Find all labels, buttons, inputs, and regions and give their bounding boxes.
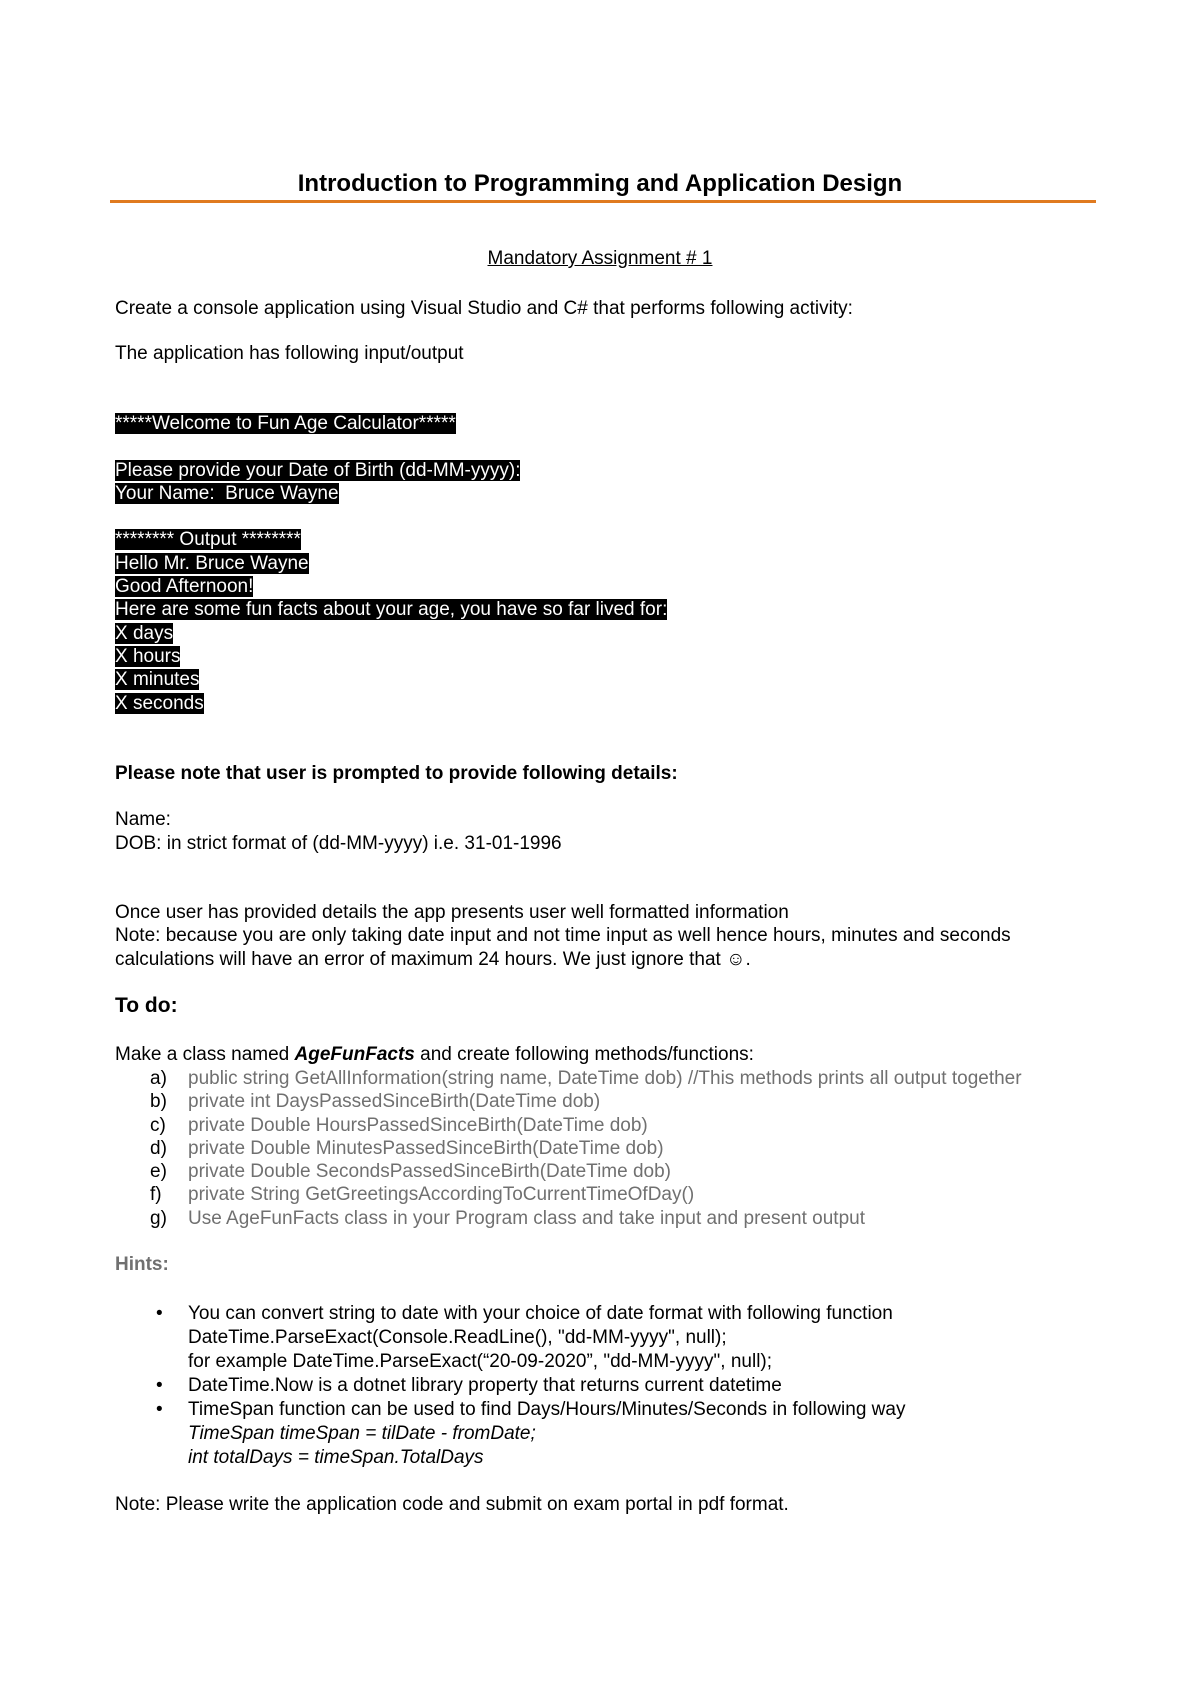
- list-item: c) private Double HoursPassedSinceBirth(DateTime dob): [150, 1114, 648, 1136]
- console-line: Your Name: Bruce Wayne: [115, 482, 339, 504]
- note-line-1: Note: because you are only taking date input and not time input as well hence hours, minutes and seconds: [115, 925, 1011, 946]
- hint-item: • DateTime.Now is a dotnet library property that returns current datetime: [150, 1374, 905, 1398]
- final-note: Note: Please write the application code and submit on exam portal in pdf format.: [115, 1494, 789, 1515]
- hint-item: • TimeSpan function can be used to find Days/Hours/Minutes/Seconds in following way TimeSpan timeSpan = tilDate - fromDate; int totalDays = timeSpan.TotalDays: [150, 1398, 905, 1470]
- prompt-note: Please note that user is prompted to provide following details:: [115, 763, 678, 784]
- page-title: Introduction to Programming and Application Design: [297, 170, 903, 197]
- console-line: X seconds: [115, 692, 204, 714]
- list-item: e) private Double SecondsPassedSinceBirth(DateTime dob): [150, 1161, 671, 1183]
- bullet-icon: •: [156, 1399, 163, 1420]
- console-line: *****Welcome to Fun Age Calculator*****: [115, 413, 456, 434]
- bullet-icon: •: [156, 1303, 163, 1324]
- field-name: Name:: [115, 809, 171, 830]
- console-line: X minutes: [115, 669, 200, 691]
- console-line: X days: [115, 622, 174, 644]
- make-class-text: Make a class named AgeFunFacts and create following methods/functions:: [115, 1044, 754, 1065]
- console-line: Here are some fun facts about your age, you have so far lived for:: [115, 599, 668, 621]
- list-item: g) Use AgeFunFacts class in your Program class and take input and present output: [150, 1207, 865, 1229]
- class-name: AgeFunFacts: [294, 1044, 415, 1065]
- hints-list: [150, 1302, 905, 1470]
- console-line: X hours: [115, 645, 181, 667]
- title-rule: [110, 200, 1096, 203]
- console-line: Please provide your Date of Birth (dd-MM-yyyy):: [115, 459, 521, 481]
- hint-item: • You can convert string to date with your choice of date format with following function DateTime.ParseExact(Console.ReadLine(), "dd-MM-yyyy", null); for example DateTime.ParseExact(“20-09-2020”, "dd-MM-yyyy", null);: [150, 1302, 905, 1374]
- intro-text: Create a console application using Visual Studio and C# that performs following activity:: [115, 298, 853, 319]
- console-line: ******** Output ********: [115, 529, 301, 551]
- list-item: b) private int DaysPassedSinceBirth(DateTime dob): [150, 1091, 601, 1113]
- assignment-subtitle: Mandatory Assignment # 1: [487, 248, 713, 269]
- once-text: Once user has provided details the app presents user well formatted information: [115, 902, 789, 923]
- note-line-2: calculations will have an error of maximum 24 hours. We just ignore that ☺.: [115, 949, 751, 970]
- todo-heading: To do:: [115, 994, 178, 1017]
- bullet-icon: •: [156, 1375, 163, 1396]
- list-item: f) private String GetGreetingsAccordingToCurrentTimeOfDay(): [150, 1184, 695, 1206]
- list-item: a) public string GetAllInformation(string name, DateTime dob) //This methods prints all output together: [150, 1068, 1022, 1089]
- console-sample: [115, 412, 667, 715]
- console-line: Hello Mr. Bruce Wayne: [115, 552, 309, 574]
- console-line: Good Afternoon!: [115, 576, 254, 598]
- field-dob: DOB: in strict format of (dd-MM-yyyy) i.e. 31-01-1996: [115, 833, 562, 854]
- hints-heading: Hints:: [115, 1254, 169, 1275]
- list-item: d) private Double MinutesPassedSinceBirth(DateTime dob): [150, 1137, 664, 1159]
- io-label: The application has following input/output: [115, 343, 464, 364]
- method-list: [150, 1067, 1022, 1230]
